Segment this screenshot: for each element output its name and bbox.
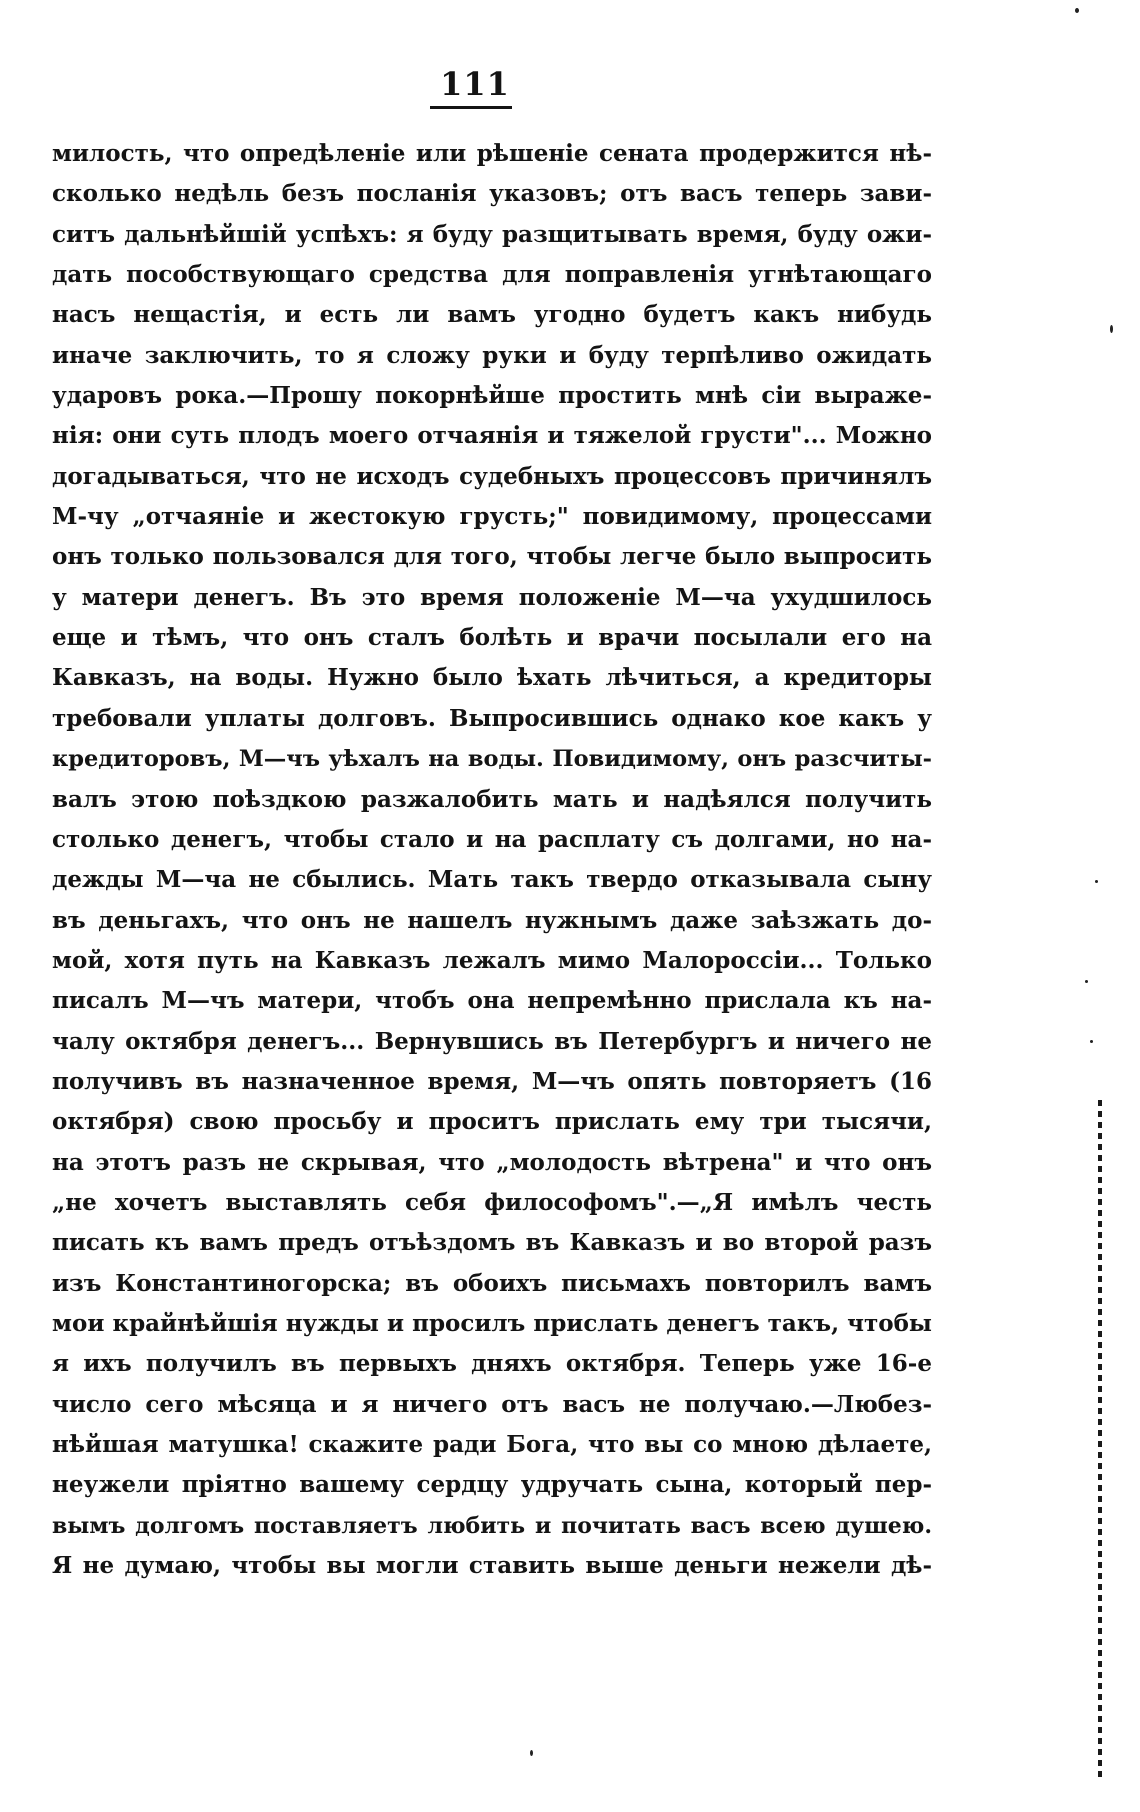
text-line: мой, хотя путь на Кавказъ лежалъ мимо Малороссіи... Только [52,946,932,974]
text-line: мои крайнѣйшія нужды и просилъ прислать денегъ такъ, чтобы [52,1309,932,1337]
text-line: вымъ долгомъ поставляетъ любить и почитать васъ всею душею. [52,1512,932,1539]
text-line: насъ нещастія, и есть ли вамъ угодно будетъ какъ нибудь [52,301,932,329]
text-line: число сего мѣсяца и я ничего отъ васъ не получаю.—Любез- [52,1390,932,1418]
ink-speck [1075,8,1079,13]
text-line: дать пособствующаго средства для поправленія угнѣтающаго [52,261,932,289]
text-line: изъ Константиногорска; въ обоихъ письмахъ повторилъ вамъ [52,1269,932,1297]
text-line: писалъ М—чъ матери, чтобъ она непремѣнно прислала къ на- [52,987,932,1015]
text-line: чалу октября денегъ... Вернувшись въ Петербургъ и ничего не [52,1027,932,1055]
text-line: октября) свою просьбу и проситъ прислать ему три тысячи, [52,1108,932,1136]
text-line: валъ этою поѣздкою разжалобить мать и надѣялся получить [52,785,932,813]
text-line: еще и тѣмъ, что онъ сталъ болѣть и врачи посылали его на [52,624,932,652]
text-line: милость, что опредѣленіе или рѣшеніе сената продержится нѣ- [52,140,932,167]
ink-speck [530,1750,533,1756]
text-line: иначе заключить, то я сложу руки и буду терпѣливо ожидать [52,341,932,369]
ink-speck [1095,880,1098,883]
ink-speck [1085,980,1088,983]
text-line: на этотъ разъ не скрывая, что „молодость вѣтрена" и что онъ [52,1148,932,1176]
text-line: требовали уплаты долговъ. Выпросившись однако кое какъ у [52,704,932,732]
text-line: ударовъ рока.—Прошу покорнѣйше простить мнѣ сіи выраже- [52,382,932,410]
ink-speck [1090,1040,1093,1043]
scan-edge-marks [1098,1100,1102,1780]
text-line: М-чу „отчаяніе и жестокую грусть;" повидимому, процессами [52,503,932,531]
text-line: дежды М—ча не сбылись. Мать такъ твердо отказывала сыну [52,866,932,894]
text-line: кредиторовъ, М—чъ уѣхалъ на воды. Повидимому, онъ разсчиты- [52,746,932,773]
text-line: получивъ въ назначенное время, М—чъ опять повторяетъ (16 [52,1067,932,1095]
text-line: Кавказъ, на воды. Нужно было ѣхать лѣчиться, а кредиторы [52,664,932,692]
body-text [52,134,932,1586]
text-line: неужели пріятно вашему сердцу удручать сына, который пер- [52,1471,932,1499]
text-line: нія: они суть плодъ моего отчаянія и тяжелой грусти"... Можно [52,422,932,450]
text-line: я ихъ получилъ въ первыхъ дняхъ октября. Теперь уже 16-е [52,1350,932,1378]
text-line: онъ только пользовался для того, чтобы легче было выпросить [52,543,932,571]
page-number-underline [430,106,512,109]
text-line: въ деньгахъ, что онъ не нашелъ нужнымъ даже заѣзжать до- [52,906,932,934]
text-line: догадываться, что не исходъ судебныхъ процессовъ причинялъ [52,462,932,490]
ink-speck [1110,325,1113,333]
text-line: сколько недѣль безъ посланія указовъ; отъ васъ теперь зави- [52,180,932,208]
text-line: ситъ дальнѣйшій успѣхъ: я буду разщитывать время, буду ожи- [52,220,932,248]
text-line: столько денегъ, чтобы стало и на расплату съ долгами, но на- [52,825,932,853]
text-line: нѣйшая матушка! скажите ради Бога, что вы со мною дѣлаете, [52,1431,932,1458]
text-line: Я не думаю, чтобы вы могли ставить выше деньги нежели дѣ- [52,1552,932,1580]
text-line: „не хочетъ выставлять себя философомъ".—„Я имѣлъ честь [52,1188,932,1216]
text-line: у матери денегъ. Въ это время положеніе М—ча ухудшилось [52,583,932,611]
text-line: писать къ вамъ предъ отъѣздомъ въ Кавказъ и во второй разъ [52,1229,932,1257]
page-number: 111 [440,65,510,103]
